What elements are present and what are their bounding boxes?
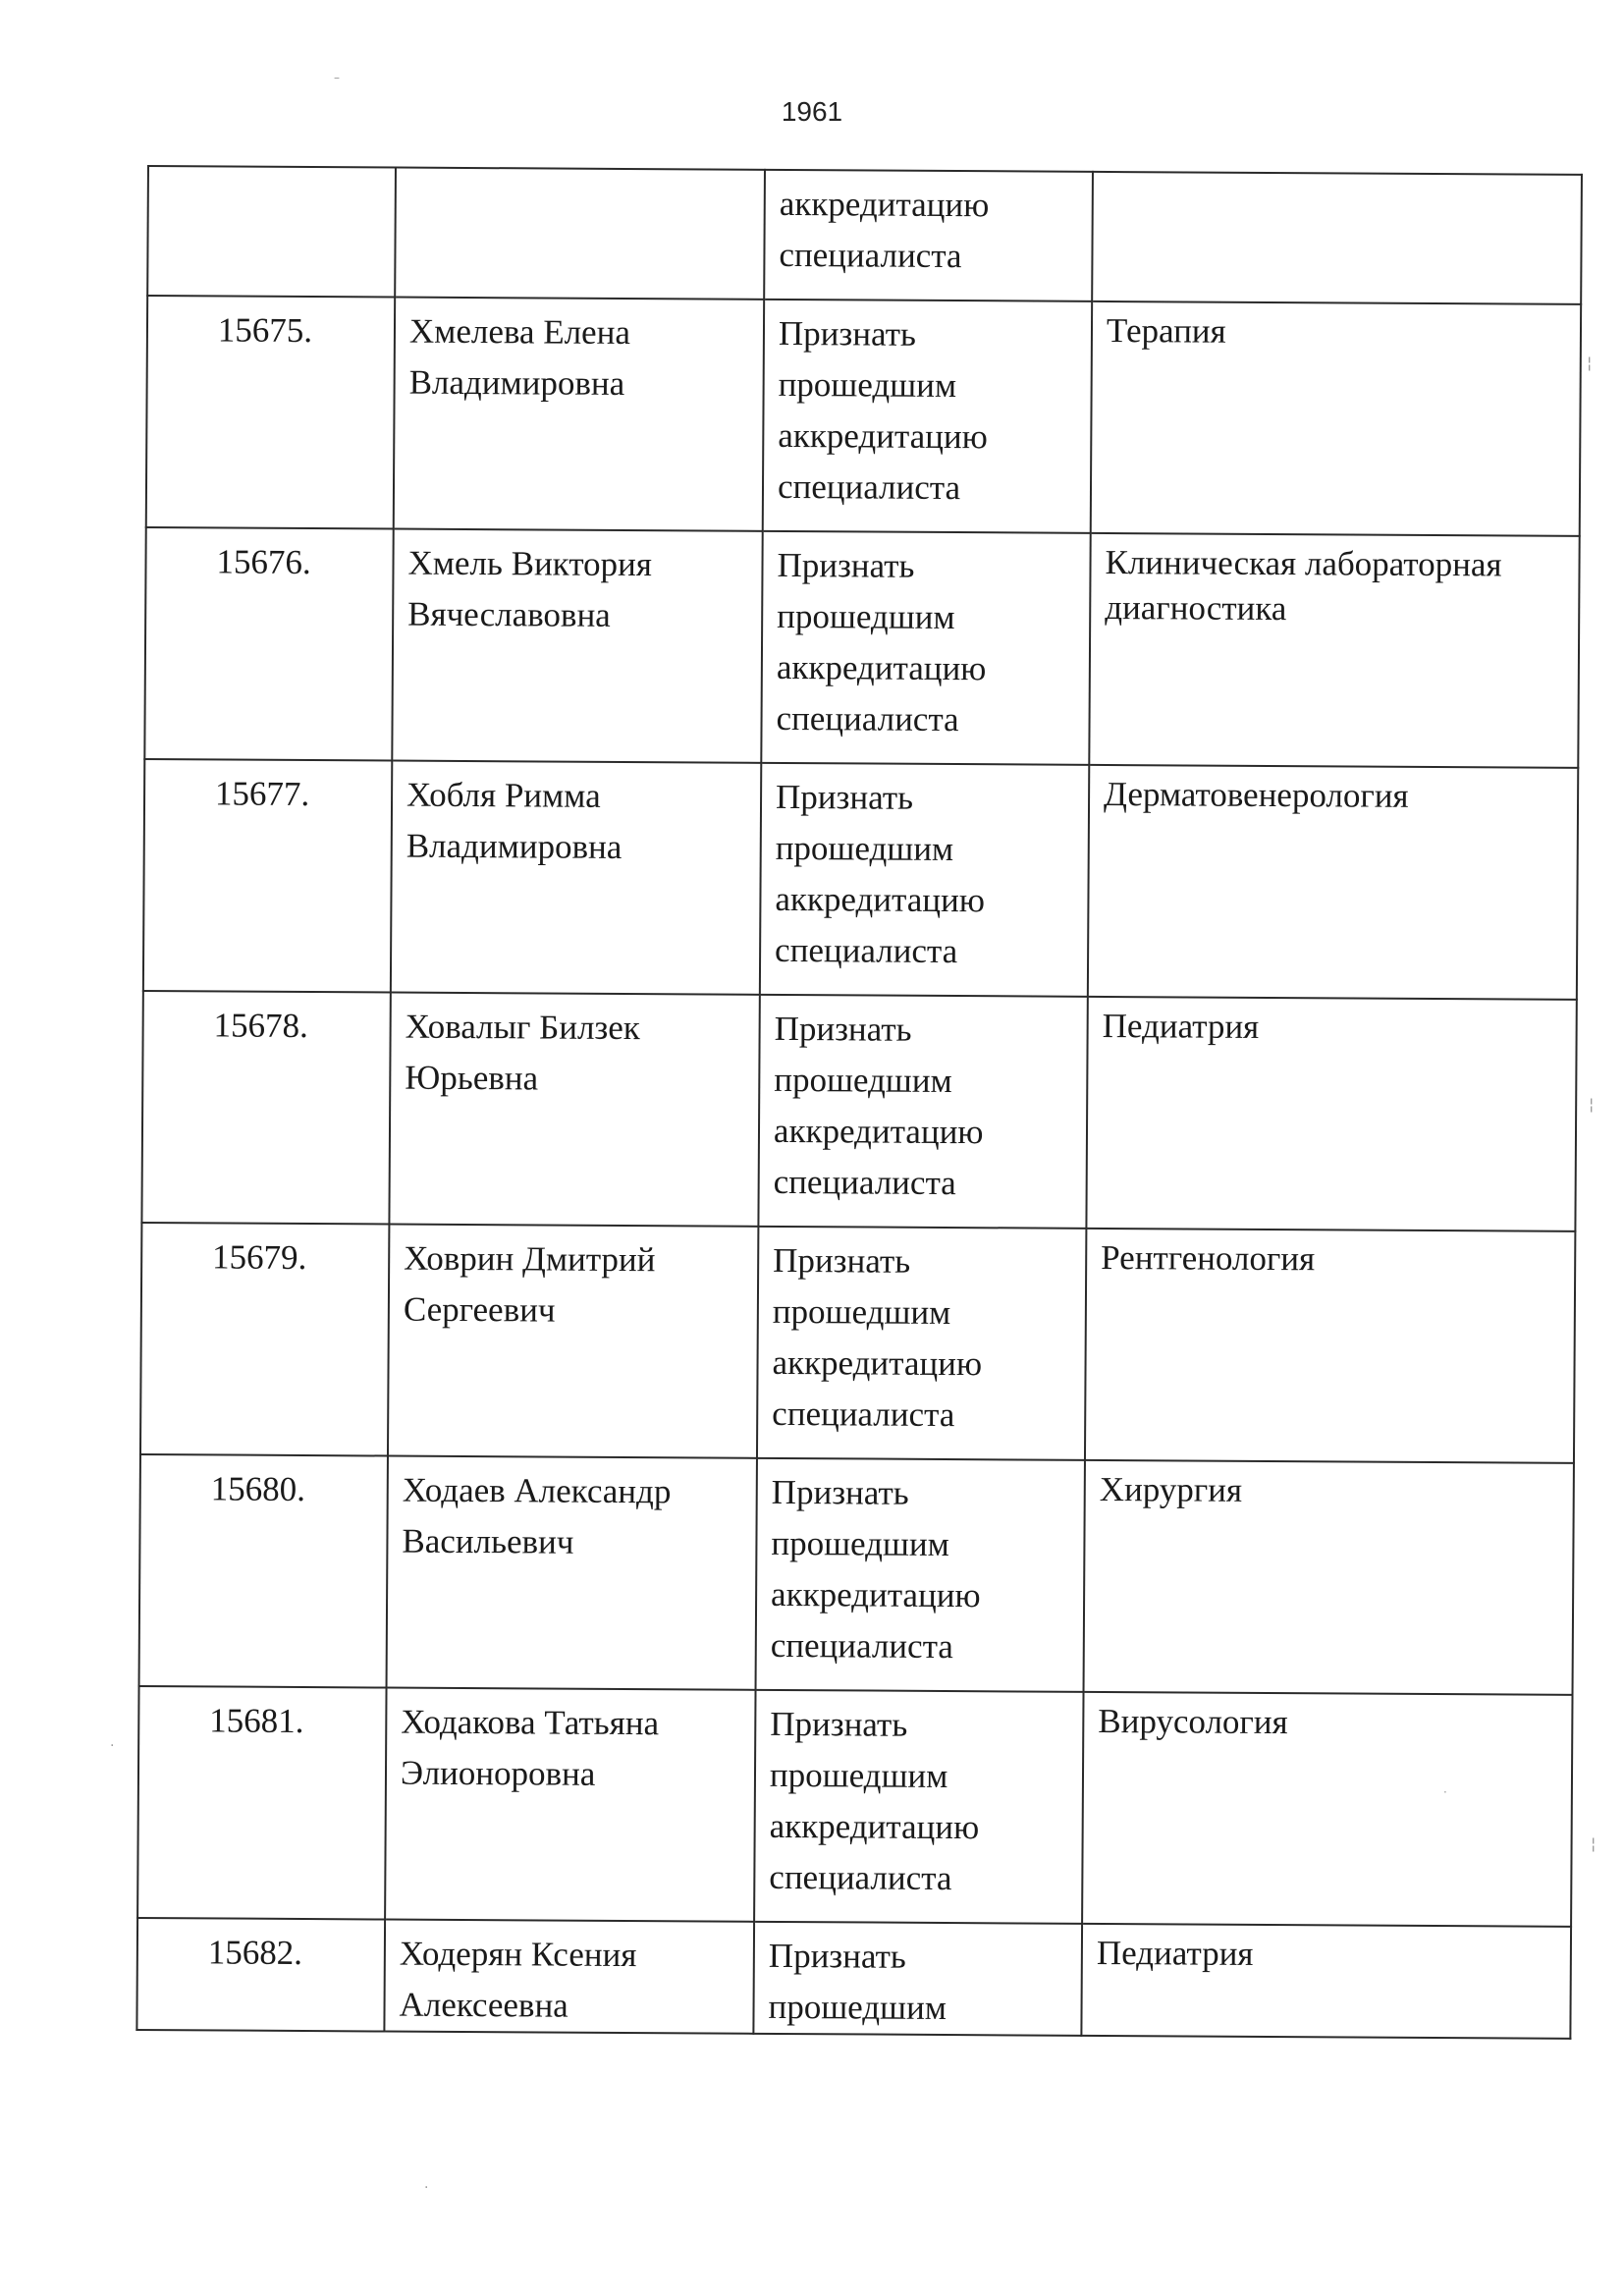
- specialty-cell: [1086, 997, 1576, 1231]
- decision-line: специалиста: [777, 466, 961, 508]
- number-cell: [146, 296, 395, 529]
- scan-speck: ·: [424, 2180, 429, 2196]
- decision-line: прошедшим: [778, 364, 957, 406]
- number-cell: [140, 1223, 389, 1456]
- specialty: Хирургия: [1099, 1469, 1243, 1509]
- decision-line: Признать: [774, 1009, 912, 1049]
- table-row: [141, 991, 1576, 1231]
- decision-line: прошедшим: [774, 1060, 952, 1101]
- entry-number: 15677.: [214, 774, 310, 814]
- specialty-cell: [1088, 765, 1578, 1000]
- name-cell: [395, 168, 765, 300]
- name-cell: [391, 761, 761, 995]
- table-row: [146, 296, 1581, 536]
- table-row: [137, 1686, 1572, 1927]
- decision-line: специалиста: [776, 698, 959, 739]
- specialty: Рентгенология: [1101, 1237, 1316, 1279]
- table-row: [143, 759, 1578, 1000]
- person-name-line: Ходаев Александр: [402, 1470, 672, 1511]
- scan-speck: ¦: [1587, 354, 1593, 372]
- entry-number: 15678.: [213, 1006, 308, 1046]
- person-name-line: Элионоровна: [400, 1753, 596, 1793]
- decision-line: Признать: [768, 1936, 906, 1976]
- decision-cell: [761, 531, 1090, 765]
- entry-number: 15676.: [216, 542, 311, 582]
- name-cell: [388, 1225, 758, 1458]
- name-cell: [384, 1920, 754, 2034]
- scan-speck: ·: [110, 1738, 115, 1754]
- decision-line: Признать: [778, 313, 917, 354]
- decision-cell: [760, 763, 1089, 997]
- decision-line: аккредитацию: [779, 184, 990, 225]
- decision-line: прошедшим: [777, 596, 955, 637]
- decision-cell: [756, 1458, 1085, 1692]
- table-row: [136, 1918, 1571, 2039]
- scan-speck: –: [334, 71, 340, 84]
- decision-cell: [753, 1922, 1082, 2036]
- person-name-line: Юрьевна: [405, 1058, 539, 1098]
- decision-line: Признать: [770, 1704, 908, 1744]
- table-row: [139, 1454, 1574, 1695]
- decision-line: специалиста: [773, 1162, 956, 1203]
- person-name-line: Сергеевич: [403, 1289, 556, 1330]
- person-name-line: Вячеславовна: [407, 594, 611, 634]
- name-cell: [394, 298, 764, 531]
- person-name-line: Ходерян Ксения: [399, 1934, 637, 1975]
- decision-line: специалиста: [769, 1857, 952, 1898]
- number-cell: [143, 759, 392, 993]
- decision-line: прошедшим: [771, 1523, 949, 1564]
- number-cell: [144, 527, 393, 761]
- decision-line: специалиста: [779, 235, 962, 276]
- page-number: 1961: [781, 96, 843, 127]
- number-cell: [147, 166, 396, 298]
- name-cell: [387, 1456, 757, 1690]
- specialty: Педиатрия: [1102, 1006, 1260, 1046]
- decision-line: аккредитацию: [769, 1806, 980, 1847]
- name-cell: [385, 1688, 755, 1922]
- decision-line: прошедшим: [768, 1987, 947, 2028]
- person-name-line: Алексеевна: [399, 1985, 568, 2025]
- name-cell: [392, 529, 762, 763]
- name-cell: [389, 993, 759, 1227]
- person-name-line: Хмель Виктория: [407, 543, 653, 584]
- decision-line: аккредитацию: [771, 1574, 981, 1615]
- specialty-cell: [1084, 1460, 1574, 1695]
- person-name-line: Владимировна: [406, 826, 623, 866]
- specialty: Педиатрия: [1096, 1933, 1254, 1973]
- decision-line: специалиста: [770, 1625, 954, 1667]
- specialty-cell: [1089, 533, 1579, 768]
- decision-line: аккредитацию: [778, 415, 988, 457]
- decision-line: Признать: [771, 1472, 909, 1512]
- number-cell: [137, 1686, 386, 1920]
- specialty-cell: [1085, 1229, 1575, 1463]
- person-name-line: Ховрин Дмитрий: [404, 1238, 656, 1280]
- decision-line: аккредитацию: [776, 647, 987, 688]
- scan-speck: ·: [1443, 1785, 1447, 1799]
- entry-number: 15681.: [209, 1701, 304, 1741]
- decision-line: Признать: [773, 1240, 911, 1281]
- decision-cell: [758, 995, 1087, 1229]
- decision-line: прошедшим: [769, 1755, 948, 1796]
- decision-cell: [764, 170, 1093, 301]
- specialty: Клиническая лабораторная диагностика: [1105, 542, 1502, 629]
- decision-line: аккредитацию: [773, 1111, 984, 1152]
- number-cell: [139, 1454, 388, 1688]
- decision-line: прошедшим: [772, 1291, 951, 1333]
- specialty-cell: [1082, 1692, 1572, 1927]
- decision-line: аккредитацию: [775, 879, 986, 920]
- decision-line: Признать: [775, 777, 914, 817]
- specialty: Терапия: [1106, 310, 1226, 351]
- entry-number: 15682.: [207, 1933, 303, 1972]
- accreditation-table: [135, 165, 1583, 2040]
- specialty-cell: [1091, 301, 1581, 536]
- decision-cell: [763, 300, 1092, 533]
- table-row: [144, 527, 1579, 768]
- scan-speck: ¦: [1591, 1834, 1597, 1853]
- decision-line: Признать: [777, 545, 915, 585]
- person-name-line: Владимировна: [408, 362, 625, 403]
- person-name-line: Хобля Римма: [406, 775, 601, 815]
- person-name-line: Хмелева Елена: [408, 311, 631, 353]
- person-name-line: Ходакова Татьяна: [401, 1702, 660, 1743]
- table-row-continuation: [147, 166, 1582, 304]
- entry-number: 15680.: [210, 1469, 306, 1509]
- decision-line: прошедшим: [775, 828, 954, 869]
- number-cell: [141, 991, 390, 1225]
- decision-line: аккредитацию: [772, 1342, 983, 1384]
- specialty-cell: [1092, 172, 1582, 304]
- decision-line: специалиста: [772, 1394, 955, 1435]
- decision-line: специалиста: [775, 930, 958, 971]
- specialty-cell: [1081, 1924, 1571, 2039]
- entry-number: 15675.: [217, 310, 313, 351]
- specialty: Дерматовенерология: [1103, 774, 1409, 815]
- decision-cell: [754, 1690, 1083, 1924]
- person-name-line: Васильевич: [402, 1521, 574, 1561]
- specialty: Вирусология: [1098, 1701, 1288, 1742]
- scan-speck: ¦: [1589, 1095, 1595, 1114]
- table-row: [140, 1223, 1575, 1463]
- number-cell: [136, 1918, 385, 2032]
- entry-number: 15679.: [211, 1237, 307, 1278]
- decision-cell: [757, 1227, 1086, 1460]
- person-name-line: Ховалыг Билзек: [405, 1007, 640, 1048]
